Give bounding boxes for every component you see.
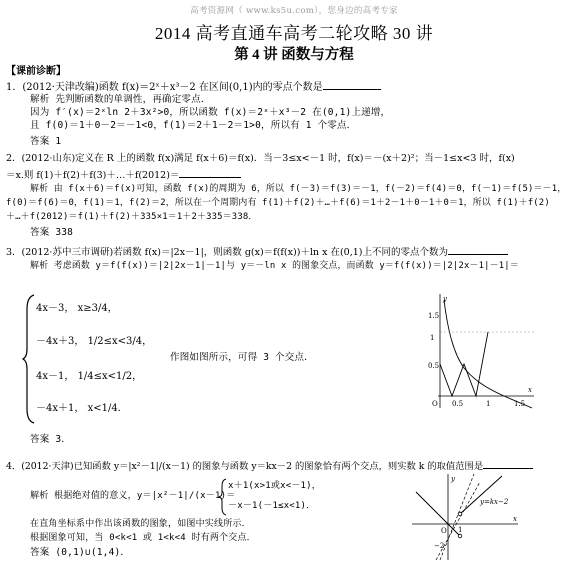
q4-answer: 答案 (0,1)∪(1,4)． [30,547,131,558]
watermark-text: 高考资源网（ www.ks5u.com），您身边的高考专家 [190,6,398,16]
q4-stem-text: 4．(2012·天津)已知函数 y＝|x²－1|/(x－1) 的图象与函数 y＝kx－2 的图象恰有两个交点，则实数 k 的取值范围是 [6,461,484,472]
q3-case-4-expr: －4x＋1， [36,403,85,414]
q4-graph-y-axis-label: y [451,475,455,483]
q3-graph-ylabel-1: 1 [430,334,435,342]
q1-solution-line-3: 且 f(0)＝1＋0－2＝－1<0，f(1)＝2＋1－2＝1>0，所以有 1 个零点． [30,120,357,131]
q1-answer-blank [323,79,381,90]
section-label: 【课前诊断】 [6,66,66,77]
q1-solution-line-2: 因为 f′(x)＝2ˣln 2＋3x²>0，所以函数 f(x)＝2ˣ＋x³－2 在(0,1)上递增， [30,107,391,118]
q4-graph-origin: O [441,527,447,535]
q4-left-brace-icon [218,478,228,516]
q3-note: 作图如图所示，可得 3 个交点． [170,352,314,363]
q4-graph-tick-1: 1 [458,526,463,534]
q3-graph-xlabel-1: 1 [486,400,491,408]
q3-piecewise-function [22,293,153,425]
q2-solution-line-3: ＋…＋f(2012)＝f(1)＋f(2)＋335×1＝1＋2＋335＝338． [6,212,258,222]
q3-case-3 [36,371,142,383]
q4-graph-tick-neg2: −2 [434,542,445,550]
q3-answer: 答案 3． [30,434,71,445]
q1-answer: 答案 1 [30,136,62,147]
q2-stem-line-2 [6,167,241,182]
q4-graph-x-axis-label: x [513,515,517,523]
q3-answer-blank [448,244,508,255]
q4-case-2: －x－1(－1≤x<1)． [228,501,316,511]
q3-case-1-cond: x≥3/4， [77,303,118,314]
q3-graph-figure [424,292,536,410]
q2-answer-blank [179,167,241,178]
q3-graph-ylabel-1-5: 1.5 [428,312,440,320]
q3-case-2-cond: 1/2≤x<3/4， [87,336,153,347]
q4-case-1: x＋1(x>1或x<－1)， [228,481,321,491]
q4-solution-line-2: 在直角坐标系中作出该函数的图象，如图中实线所示． [30,519,251,529]
q3-case-4-cond: x<1/4． [87,403,128,414]
q4-stem [6,458,533,473]
q3-case-4 [36,403,128,415]
q2-answer: 答案 338 [30,227,74,238]
q2-solution-line-1: 解析 由 f(x＋6)＝f(x)可知，函数 f(x)的周期为 6，所以 f(－3)＝f(3)＝－1，f(－2)＝f(4)＝0，f(－1)＝f(5)＝－1， [30,184,567,194]
q2-stem-text: ＝x.则 f(1)＋f(2)＋f(3)＋…＋f(2012)＝ [6,170,180,181]
q3-graph-xlabel-1-5: 1.5 [514,400,526,408]
q3-case-1 [36,303,118,315]
q4-graph-figure [410,472,520,562]
q3-solution-line-1: 解析 考虑函数 y＝f(f(x))＝|2|2x－1|－1|与 y＝－ln x 的图象交点，而函数 y＝f(f(x))＝|2|2x－1|－1|＝ [30,261,519,271]
q4-solution-line-1: 解析 根据绝对值的意义，y＝|x²－1|/(x－1)＝ [30,491,236,501]
q3-graph-y-axis-label: y [443,295,447,303]
q4-solution-line-3: 根据图象可知，当 0<k<1 或 1<k<4 时有两个交点． [30,533,256,543]
q3-graph-origin: O [432,400,438,408]
q1-stem [6,79,381,94]
q3-graph-xlabel-0-5: 0.5 [452,400,464,408]
q3-case-2 [36,336,152,348]
q3-stem [6,244,508,259]
q3-case-2-expr: －4x＋3， [36,336,85,347]
q3-stem-text: 3．(2012·苏中三市调研)若函数 f(x)＝|2x－1|，则函数 g(x)＝f(f(x))＋ln x 在(0,1)上不同的零点个数为 [6,247,448,258]
lecture-subtitle: 第 4 讲 函数与方程 [234,47,354,63]
q3-graph-x-axis-label: x [528,386,532,394]
q2-solution-line-2: f(0)＝f(6)＝0，f(1)＝1，f(2)＝2，所以在一个周期内有 f(1)＋f(2)＋…＋f(6)＝1＋2－1＋0－1＋0＝1，所以 f(1)＋f(2) [6,198,550,208]
q2-stem-line-1: 2．(2012·山东)定义在 R 上的函数 f(x)满足 f(x＋6)＝f(x)．当－3≤x<－1 时，f(x)＝－(x＋2)²；当－1≤x<3 时，f(x) [6,153,515,164]
left-brace-icon [22,293,36,425]
q3-case-3-expr: 4x－1， [36,371,75,382]
q4-graph-line-label: y=kx−2 [480,498,509,506]
q3-case-1-expr: 4x－3， [36,303,75,314]
q3-case-3-cond: 1/4≤x<1/2， [77,371,143,382]
q1-solution-line-1: 解析 先判断函数的单调性，再确定零点． [30,94,211,105]
q3-graph-ylabel-0-5: 0.5 [428,362,440,370]
q4-answer-blank [483,458,533,469]
q1-stem-text: 1．(2012·天津改编)函数 f(x)＝2ˣ＋x³－2 在区间(0,1)内的零点个数是 [6,82,323,93]
page-title: 2014 高考直通车高考二轮攻略 30 讲 [154,24,434,43]
